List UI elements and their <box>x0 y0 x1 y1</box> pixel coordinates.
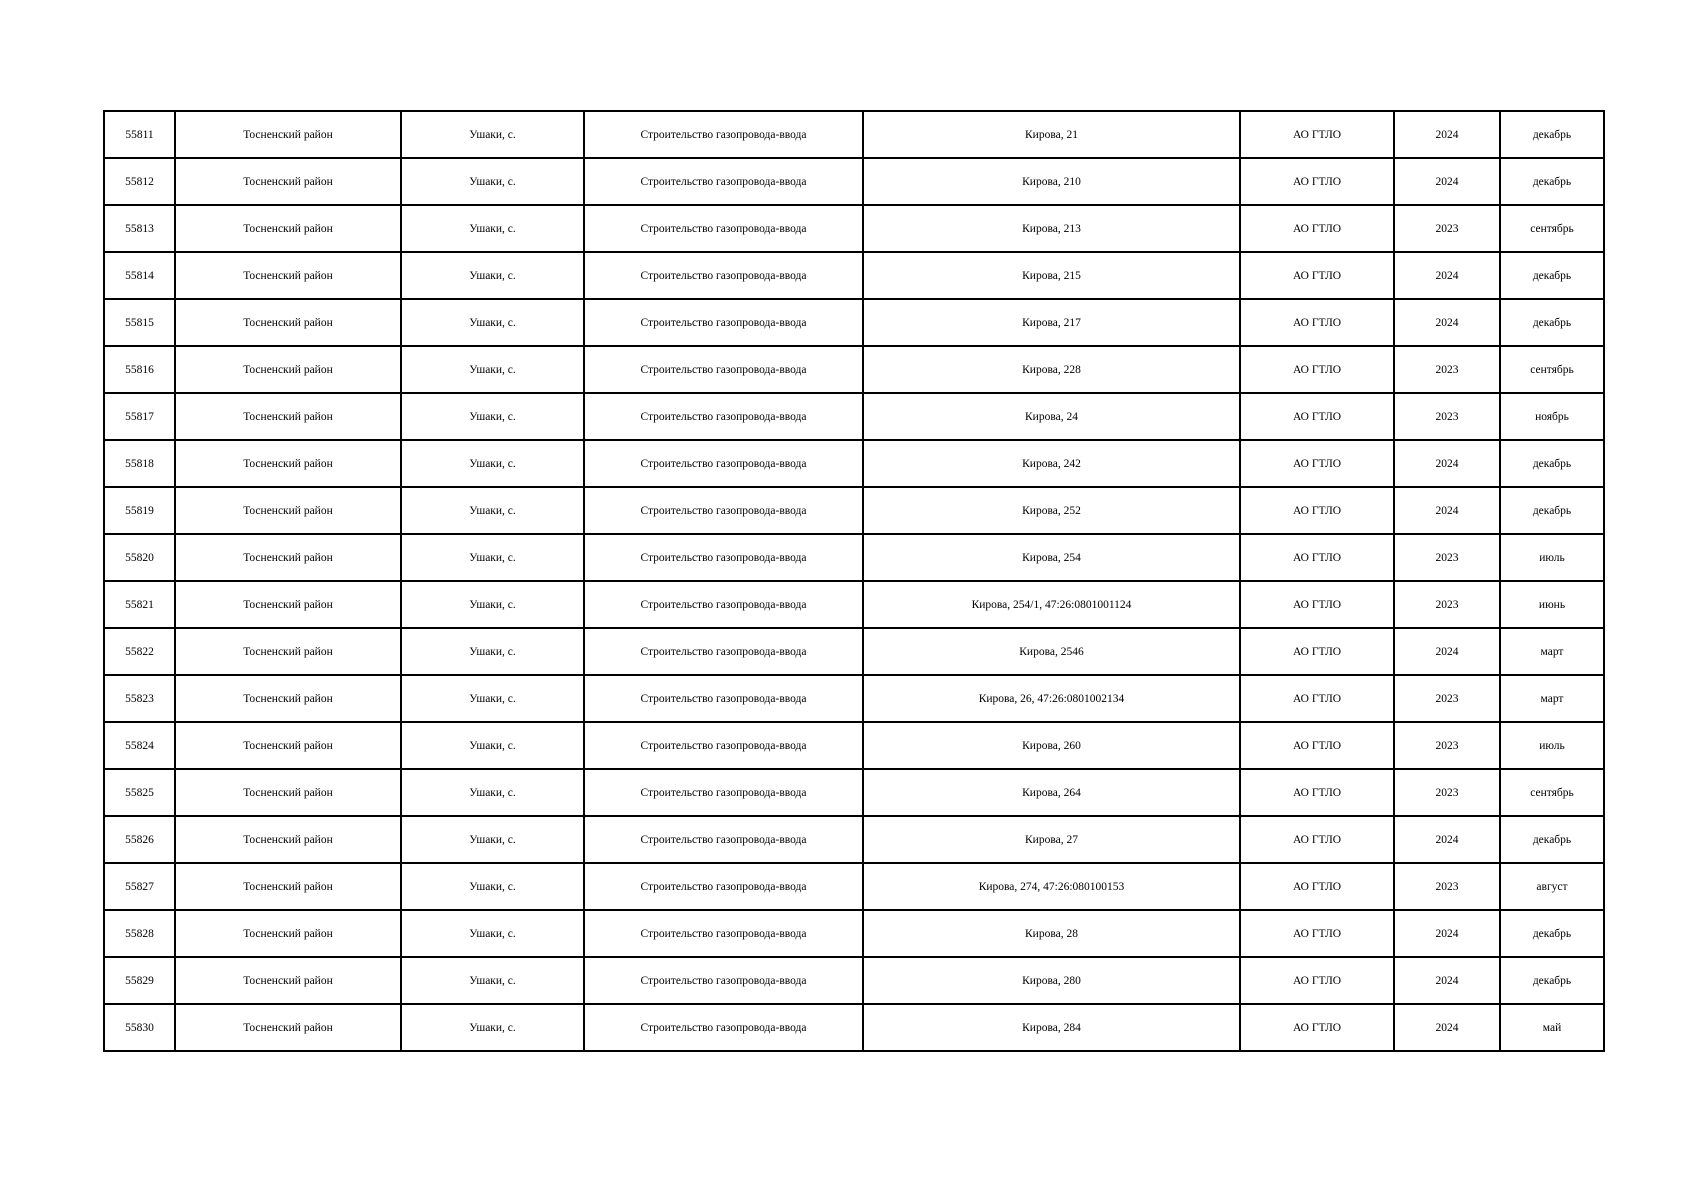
cell-organization: АО ГТЛО <box>1240 158 1394 205</box>
cell-district: Тосненский район <box>175 111 401 158</box>
cell-organization: АО ГТЛО <box>1240 722 1394 769</box>
cell-work-type: Строительство газопровода-ввода <box>584 534 863 581</box>
cell-work-type: Строительство газопровода-ввода <box>584 346 863 393</box>
cell-id: 55818 <box>104 440 175 487</box>
cell-month: декабрь <box>1500 252 1604 299</box>
table-body <box>104 111 1604 1051</box>
cell-year: 2024 <box>1394 628 1500 675</box>
cell-month: июль <box>1500 534 1604 581</box>
cell-year: 2024 <box>1394 440 1500 487</box>
cell-id: 55817 <box>104 393 175 440</box>
cell-month: декабрь <box>1500 957 1604 1004</box>
cell-address: Кирова, 21 <box>863 111 1240 158</box>
cell-address: Кирова, 27 <box>863 816 1240 863</box>
cell-year: 2024 <box>1394 1004 1500 1051</box>
cell-month: декабрь <box>1500 440 1604 487</box>
cell-id: 55822 <box>104 628 175 675</box>
cell-work-type: Строительство газопровода-ввода <box>584 957 863 1004</box>
cell-district: Тосненский район <box>175 252 401 299</box>
cell-year: 2024 <box>1394 111 1500 158</box>
table-row <box>104 722 1604 769</box>
cell-id: 55812 <box>104 158 175 205</box>
table-row <box>104 675 1604 722</box>
cell-locality: Ушаки, с. <box>401 628 584 675</box>
cell-id: 55811 <box>104 111 175 158</box>
cell-month: март <box>1500 628 1604 675</box>
cell-work-type: Строительство газопровода-ввода <box>584 158 863 205</box>
table-row <box>104 158 1604 205</box>
cell-district: Тосненский район <box>175 957 401 1004</box>
cell-work-type: Строительство газопровода-ввода <box>584 722 863 769</box>
cell-address: Кирова, 274, 47:26:080100153 <box>863 863 1240 910</box>
cell-organization: АО ГТЛО <box>1240 675 1394 722</box>
cell-district: Тосненский район <box>175 346 401 393</box>
cell-year: 2023 <box>1394 534 1500 581</box>
cell-address: Кирова, 217 <box>863 299 1240 346</box>
cell-address: Кирова, 242 <box>863 440 1240 487</box>
cell-locality: Ушаки, с. <box>401 252 584 299</box>
cell-organization: АО ГТЛО <box>1240 487 1394 534</box>
cell-organization: АО ГТЛО <box>1240 111 1394 158</box>
table-row <box>104 957 1604 1004</box>
cell-district: Тосненский район <box>175 910 401 957</box>
cell-year: 2023 <box>1394 722 1500 769</box>
cell-work-type: Строительство газопровода-ввода <box>584 393 863 440</box>
cell-organization: АО ГТЛО <box>1240 299 1394 346</box>
cell-district: Тосненский район <box>175 675 401 722</box>
cell-locality: Ушаки, с. <box>401 863 584 910</box>
cell-id: 55823 <box>104 675 175 722</box>
cell-month: декабрь <box>1500 816 1604 863</box>
cell-district: Тосненский район <box>175 205 401 252</box>
table-row <box>104 252 1604 299</box>
cell-locality: Ушаки, с. <box>401 910 584 957</box>
cell-month: сентябрь <box>1500 205 1604 252</box>
cell-month: август <box>1500 863 1604 910</box>
cell-id: 55819 <box>104 487 175 534</box>
cell-locality: Ушаки, с. <box>401 205 584 252</box>
cell-district: Тосненский район <box>175 628 401 675</box>
table-row <box>104 487 1604 534</box>
cell-month: декабрь <box>1500 299 1604 346</box>
cell-district: Тосненский район <box>175 1004 401 1051</box>
cell-work-type: Строительство газопровода-ввода <box>584 440 863 487</box>
cell-organization: АО ГТЛО <box>1240 863 1394 910</box>
cell-work-type: Строительство газопровода-ввода <box>584 299 863 346</box>
cell-organization: АО ГТЛО <box>1240 957 1394 1004</box>
cell-work-type: Строительство газопровода-ввода <box>584 769 863 816</box>
cell-locality: Ушаки, с. <box>401 769 584 816</box>
cell-id: 55815 <box>104 299 175 346</box>
cell-organization: АО ГТЛО <box>1240 440 1394 487</box>
cell-organization: АО ГТЛО <box>1240 393 1394 440</box>
cell-district: Тосненский район <box>175 440 401 487</box>
cell-id: 55825 <box>104 769 175 816</box>
cell-work-type: Строительство газопровода-ввода <box>584 1004 863 1051</box>
cell-year: 2023 <box>1394 769 1500 816</box>
cell-organization: АО ГТЛО <box>1240 534 1394 581</box>
cell-address: Кирова, 2546 <box>863 628 1240 675</box>
cell-address: Кирова, 260 <box>863 722 1240 769</box>
cell-month: март <box>1500 675 1604 722</box>
cell-year: 2024 <box>1394 957 1500 1004</box>
cell-month: декабрь <box>1500 158 1604 205</box>
cell-year: 2024 <box>1394 487 1500 534</box>
cell-address: Кирова, 24 <box>863 393 1240 440</box>
table-row <box>104 863 1604 910</box>
table-row <box>104 628 1604 675</box>
cell-district: Тосненский район <box>175 487 401 534</box>
table-row <box>104 910 1604 957</box>
cell-id: 55816 <box>104 346 175 393</box>
cell-year: 2024 <box>1394 252 1500 299</box>
cell-id: 55828 <box>104 910 175 957</box>
cell-district: Тосненский район <box>175 863 401 910</box>
gasification-schedule-table <box>103 110 1605 1052</box>
cell-work-type: Строительство газопровода-ввода <box>584 581 863 628</box>
cell-month: декабрь <box>1500 910 1604 957</box>
cell-locality: Ушаки, с. <box>401 1004 584 1051</box>
table-row <box>104 111 1604 158</box>
cell-work-type: Строительство газопровода-ввода <box>584 252 863 299</box>
cell-district: Тосненский район <box>175 581 401 628</box>
cell-locality: Ушаки, с. <box>401 111 584 158</box>
cell-address: Кирова, 210 <box>863 158 1240 205</box>
cell-year: 2023 <box>1394 346 1500 393</box>
cell-district: Тосненский район <box>175 816 401 863</box>
cell-district: Тосненский район <box>175 534 401 581</box>
cell-locality: Ушаки, с. <box>401 581 584 628</box>
cell-year: 2023 <box>1394 675 1500 722</box>
cell-locality: Ушаки, с. <box>401 722 584 769</box>
cell-locality: Ушаки, с. <box>401 158 584 205</box>
cell-id: 55826 <box>104 816 175 863</box>
cell-organization: АО ГТЛО <box>1240 346 1394 393</box>
cell-address: Кирова, 284 <box>863 1004 1240 1051</box>
cell-organization: АО ГТЛО <box>1240 910 1394 957</box>
cell-work-type: Строительство газопровода-ввода <box>584 487 863 534</box>
cell-month: июнь <box>1500 581 1604 628</box>
cell-id: 55824 <box>104 722 175 769</box>
cell-address: Кирова, 28 <box>863 910 1240 957</box>
cell-month: май <box>1500 1004 1604 1051</box>
cell-work-type: Строительство газопровода-ввода <box>584 675 863 722</box>
cell-id: 55821 <box>104 581 175 628</box>
cell-id: 55829 <box>104 957 175 1004</box>
table-row <box>104 816 1604 863</box>
cell-year: 2024 <box>1394 816 1500 863</box>
table-row <box>104 769 1604 816</box>
cell-work-type: Строительство газопровода-ввода <box>584 205 863 252</box>
cell-year: 2024 <box>1394 158 1500 205</box>
cell-district: Тосненский район <box>175 393 401 440</box>
table-row <box>104 299 1604 346</box>
cell-year: 2023 <box>1394 863 1500 910</box>
cell-district: Тосненский район <box>175 299 401 346</box>
cell-organization: АО ГТЛО <box>1240 628 1394 675</box>
cell-organization: АО ГТЛО <box>1240 252 1394 299</box>
cell-work-type: Строительство газопровода-ввода <box>584 863 863 910</box>
table-row <box>104 1004 1604 1051</box>
cell-id: 55830 <box>104 1004 175 1051</box>
cell-address: Кирова, 264 <box>863 769 1240 816</box>
cell-year: 2023 <box>1394 393 1500 440</box>
cell-id: 55814 <box>104 252 175 299</box>
cell-address: Кирова, 213 <box>863 205 1240 252</box>
cell-month: сентябрь <box>1500 769 1604 816</box>
cell-work-type: Строительство газопровода-ввода <box>584 910 863 957</box>
cell-month: декабрь <box>1500 111 1604 158</box>
cell-id: 55827 <box>104 863 175 910</box>
cell-locality: Ушаки, с. <box>401 957 584 1004</box>
cell-work-type: Строительство газопровода-ввода <box>584 628 863 675</box>
cell-address: Кирова, 252 <box>863 487 1240 534</box>
cell-address: Кирова, 215 <box>863 252 1240 299</box>
cell-organization: АО ГТЛО <box>1240 769 1394 816</box>
cell-organization: АО ГТЛО <box>1240 581 1394 628</box>
cell-address: Кирова, 280 <box>863 957 1240 1004</box>
cell-month: декабрь <box>1500 487 1604 534</box>
cell-month: июль <box>1500 722 1604 769</box>
cell-year: 2024 <box>1394 910 1500 957</box>
table-row <box>104 534 1604 581</box>
table-row <box>104 393 1604 440</box>
cell-locality: Ушаки, с. <box>401 440 584 487</box>
cell-address: Кирова, 254/1, 47:26:0801001124 <box>863 581 1240 628</box>
cell-year: 2024 <box>1394 299 1500 346</box>
cell-locality: Ушаки, с. <box>401 299 584 346</box>
cell-organization: АО ГТЛО <box>1240 205 1394 252</box>
cell-address: Кирова, 254 <box>863 534 1240 581</box>
cell-year: 2023 <box>1394 205 1500 252</box>
cell-address: Кирова, 228 <box>863 346 1240 393</box>
cell-locality: Ушаки, с. <box>401 816 584 863</box>
table-row <box>104 440 1604 487</box>
cell-locality: Ушаки, с. <box>401 675 584 722</box>
table-row <box>104 346 1604 393</box>
table-row <box>104 581 1604 628</box>
cell-district: Тосненский район <box>175 158 401 205</box>
cell-district: Тосненский район <box>175 722 401 769</box>
cell-work-type: Строительство газопровода-ввода <box>584 816 863 863</box>
cell-organization: АО ГТЛО <box>1240 1004 1394 1051</box>
cell-month: сентябрь <box>1500 346 1604 393</box>
cell-locality: Ушаки, с. <box>401 534 584 581</box>
cell-work-type: Строительство газопровода-ввода <box>584 111 863 158</box>
cell-id: 55820 <box>104 534 175 581</box>
cell-year: 2023 <box>1394 581 1500 628</box>
cell-id: 55813 <box>104 205 175 252</box>
cell-organization: АО ГТЛО <box>1240 816 1394 863</box>
cell-address: Кирова, 26, 47:26:0801002134 <box>863 675 1240 722</box>
cell-locality: Ушаки, с. <box>401 393 584 440</box>
cell-locality: Ушаки, с. <box>401 487 584 534</box>
cell-month: ноябрь <box>1500 393 1604 440</box>
cell-locality: Ушаки, с. <box>401 346 584 393</box>
table-row <box>104 205 1604 252</box>
cell-district: Тосненский район <box>175 769 401 816</box>
